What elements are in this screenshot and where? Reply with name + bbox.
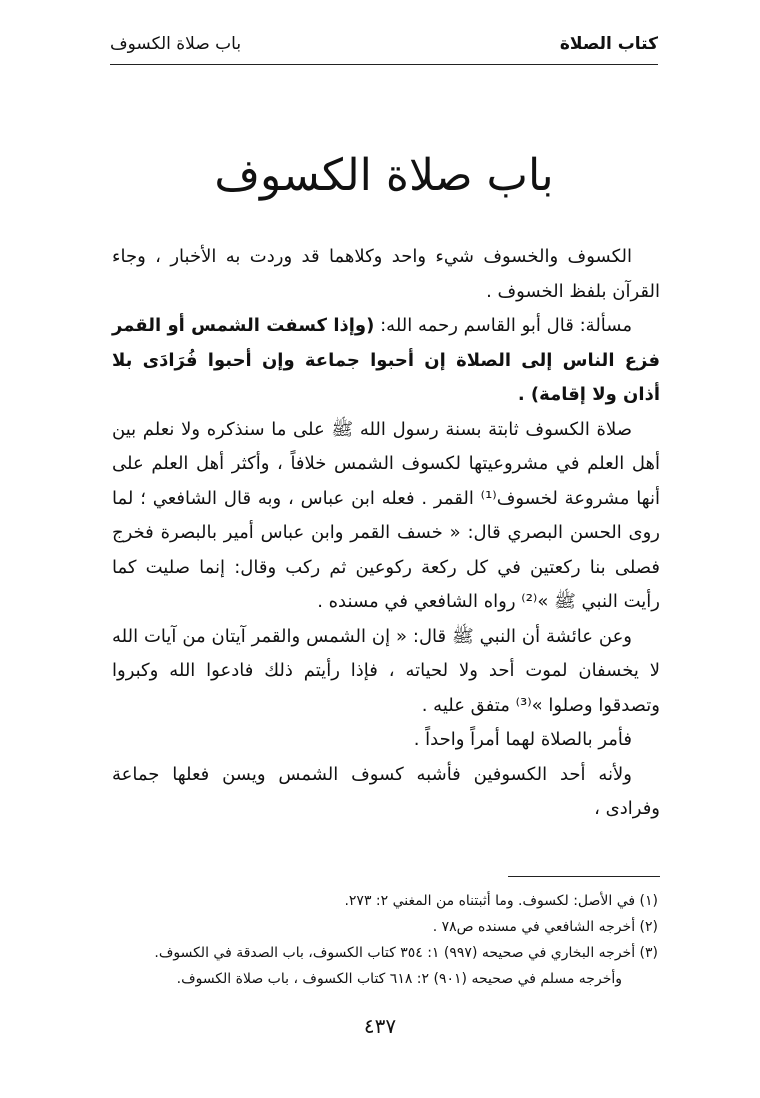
paragraph-intro: الكسوف والخسوف شيء واحد وكلاهما قد وردت به الأخبار ، وجاء القرآن بلفظ الخسوف . (112, 246, 660, 302)
main-text (112, 240, 660, 827)
masala-text: (وإذا كسفت الشمس أو القمر فزع الناس إلى الصلاة إن أحبوا جماعة وإن أحبوا فُرَادَى بلا أذان ولا إقامة) . (112, 315, 660, 405)
paragraph-amr: فأمر بالصلاة لهما أمراً واحداً . (413, 729, 632, 750)
paragraph-masala (112, 309, 660, 413)
header-chapter-title: باب صلاة الكسوف (110, 34, 242, 54)
header-book-title: كتاب الصلاة (559, 34, 658, 54)
paragraph-aisha: وعن عائشة أن النبي ﷺ قال: « إن الشمس والقمر آيتان من آيات الله لا يخسفان لموت أحد ولا لحياته ، فإذا رأيتم ذلك فادعوا الله وكبروا وتصدقوا وصلوا »⁽³⁾ متفق عليه . (112, 625, 660, 716)
footnote-3-continued: وأخرجه مسلم في صحيحه (٩٠١) ٢: ٦١٨ كتاب الكسوف ، باب صلاة الكسوف. (176, 971, 622, 987)
masala-label: مسألة: قال أبو القاسم رحمه الله: (374, 315, 632, 336)
footnote-3: (٣) أخرجه البخاري في صحيحه (٩٩٧) ١: ٣٥٤ كتاب الكسوف، باب الصدقة في الكسوف. (154, 945, 658, 961)
footnote-separator (508, 876, 660, 877)
chapter-heading: باب صلاة الكسوف (214, 150, 554, 201)
footnote-1: (١) في الأصل: لكسوف. وما أثبتناه من المغني ٢: ٢٧٣. (344, 893, 658, 909)
running-header (110, 30, 658, 65)
footnote-2: (٢) أخرجه الشافعي في مسنده ص٧٨ . (432, 919, 658, 935)
paragraph-kusufayn: ولأنه أحد الكسوفين فأشبه كسوف الشمس ويسن فعلها جماعة وفرادى ، (112, 763, 660, 819)
page-number: ٤٣٧ (363, 1014, 397, 1038)
footnotes (120, 888, 658, 992)
paragraph-kusuf: صلاة الكسوف ثابتة بسنة رسول الله ﷺ على ما سنذكره ولا نعلم بين أهل العلم في مشروعيتها لكسوف الشمس خلافاً ، وأكثر أهل العلم على أنها مشروعة لخسوف⁽¹⁾ القمر . فعله ابن عباس ، وبه قال الشافعي ؛ لما روى الحسن البصري قال: « خسف القمر وابن عباس أمير بالبصرة فخرج فصلى بنا ركعتين في كل ركعة ركوعين ثم ركب وقال: إنما صليت كما رأيت النبي ﷺ »⁽²⁾ رواه الشافعي في مسنده . (112, 418, 660, 612)
